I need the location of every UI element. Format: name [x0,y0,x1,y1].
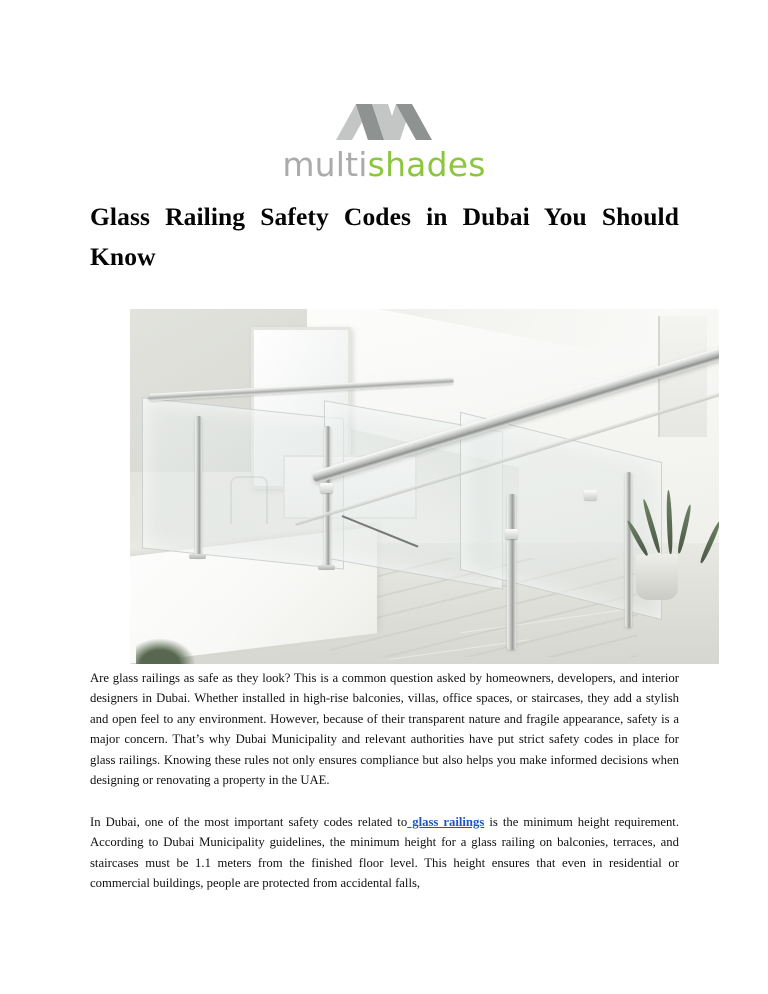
brand-logo [0,100,768,184]
scene-railing-post [625,472,632,628]
brand-wordmark [0,145,768,184]
scene-railing-post [195,416,202,558]
hero-image [130,309,719,664]
paragraph-text: Are glass railings as safe as they look? This is a common question asked by homeowners, developers, and interior designers in Dubai. Whether installed in high-rise balconies, villas, office spaces, or staircases, they add a stylish and open feel to any environment. However, because of their transparent nature and fragile appearance, safety is a major concern. That’s why Dubai Municipality and relevant authorities have put strict safety codes in place for glass railings. Knowing these rules not only ensures compliance but also helps you make informed decisions when designing or renovating a property in the UAE. [90,671,679,788]
paragraph-text: In Dubai, one of the most important safety codes related to glass railings is the minimum height requirement. According to Dubai Municipality guidelines, the minimum height for a glass railing on balconies, terraces, and staircases must be 1.1 meters from the finished floor level. This height ensures that even in residential or commercial buildings, people are protected from accidental falls, [90,815,679,891]
scene-glass-panel [142,398,344,570]
body-paragraph-1 [90,668,679,790]
scene-railing-post [507,494,516,650]
scene-glass-clamp [584,490,597,500]
hero-image-scene [130,309,719,664]
page-title: Glass Railing Safety Codes in Dubai You Should Know [90,202,679,271]
scene-post-base [189,554,206,559]
wordmark-shades: shades [367,145,486,184]
scene-plant-lower-left [136,638,196,664]
wordmark-multi: multi [282,145,368,184]
scene-railing-post [324,426,331,568]
scene-glass-clamp [505,529,518,539]
scene-glass-clamp [320,483,333,493]
multishades-m-logo-icon [334,100,434,144]
scene-post-base [318,565,335,570]
body-paragraph-2 [90,812,679,894]
inline-link-glass-railings[interactable]: glass railings [407,815,485,829]
scene-plant-pot [636,554,678,600]
